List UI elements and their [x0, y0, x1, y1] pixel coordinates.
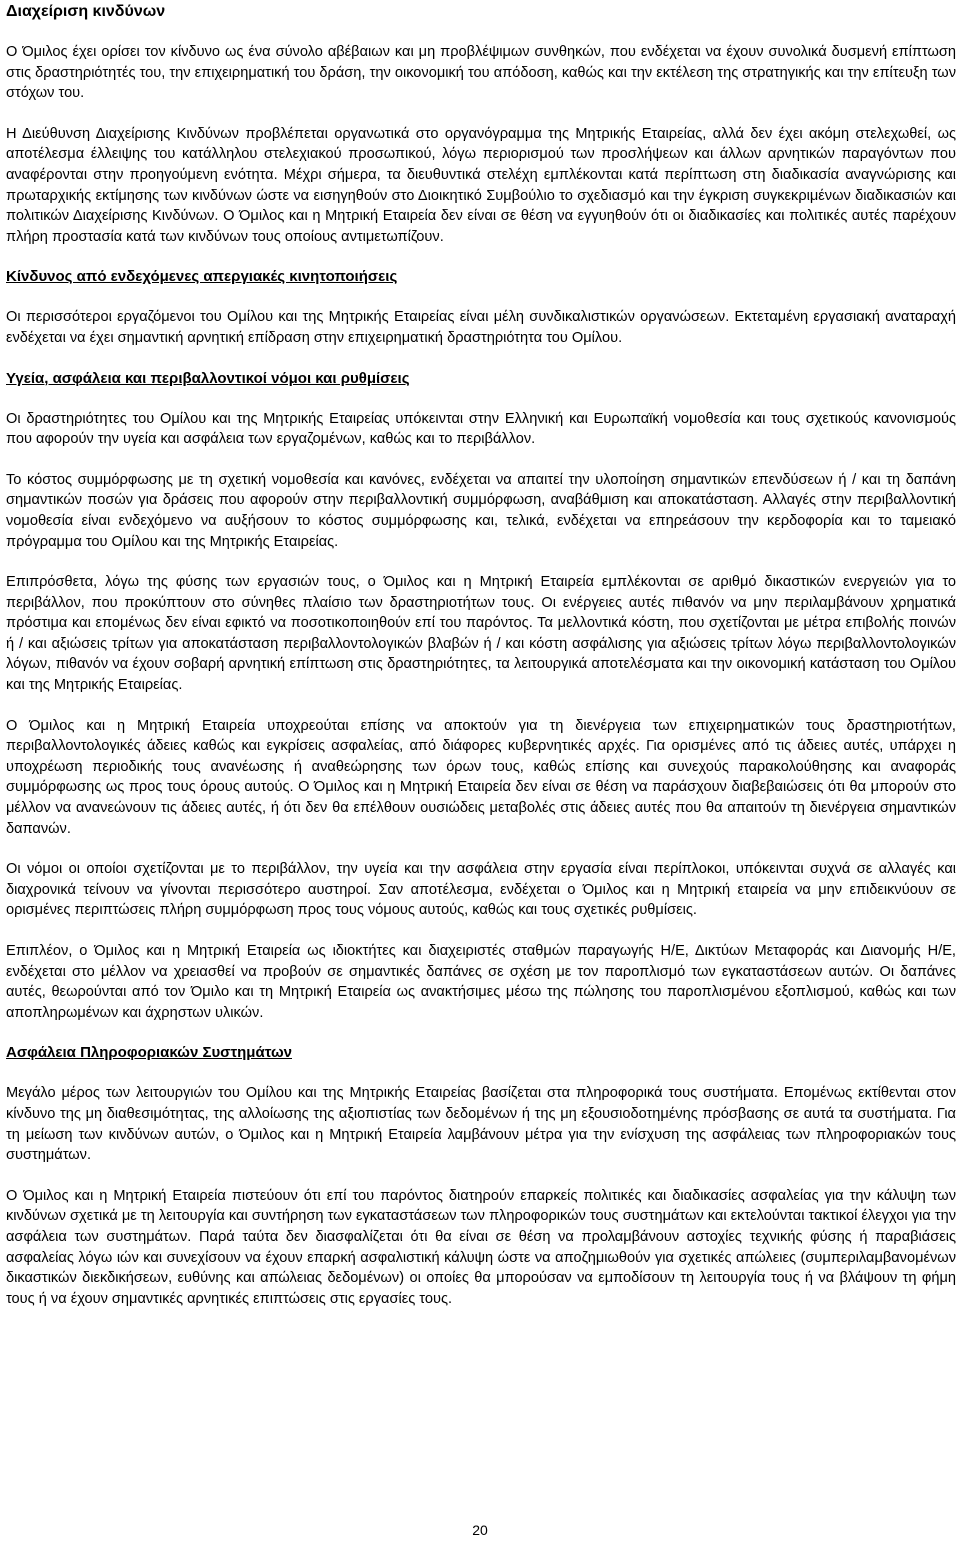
- health-paragraph: Οι δραστηριότητες του Ομίλου και της Μητρικής Εταιρείας υπόκεινται στην Ελληνική και Ευρωπαϊκή νομοθεσία και τους σχετικούς κανονισμούς που αφορούν την υγεία και ασφάλεια των εργαζομένων, καθώς και το περιβάλλον.: [6, 410, 956, 448]
- spacer: [6, 349, 956, 369]
- spacer: [6, 388, 956, 409]
- spacer: [6, 839, 956, 859]
- spacer: [6, 104, 956, 124]
- spacer: [6, 1023, 956, 1043]
- spacer: [6, 921, 956, 941]
- spacer: [6, 21, 956, 42]
- strikes-paragraph: Οι περισσότεροι εργαζόμενοι του Ομίλου και της Μητρικής Εταιρείας είναι μέλη συνδικαλιστικών οργανώσεων. Εκτεταμένη εργασιακή αναταραχή ενδέχεται να έχει σημαντική αρνητική επίδραση στην επιχειρηματική δραστηριότητα του Ομίλου.: [6, 309, 956, 346]
- strikes-heading: Κίνδυνος από ενδεχόμενες απεργιακές κινητοποιήσεις: [6, 268, 398, 286]
- section-title: Διαχείριση κινδύνων: [6, 3, 166, 20]
- it-security-heading: Ασφάλεια Πληροφοριακών Συστημάτων: [6, 1044, 292, 1062]
- it-security-paragraph: Μεγάλο μέρος των λειτουργιών του Ομίλου και της Μητρικής Εταιρείας βασίζεται στα πληροφορικά τους συστήματα. Επομένως εκτίθενται στον κίνδυνο της μη διαθεσιμότητας, της αλλοίωσης της αξιοπιστίας των δεδομένων ή της μη εξουσιοδοτημένης πρόσβασης σε αυτά τα συστήματα. Για τη μείωση των κινδύνων αυτών, ο Όμιλος και η Μητρική Εταιρεία λαμβάνουν μέτρα για την ενίσχυση της ασφάλειας των πληροφοριακών τους συστημάτων.: [6, 1085, 956, 1164]
- spacer: [6, 696, 956, 716]
- spacer: [6, 286, 956, 307]
- spacer: [6, 247, 956, 267]
- health-paragraph: Το κόστος συμμόρφωσης με τη σχετική νομοθεσία και κανόνες, ενδέχεται να απαιτεί την υλοποίηση σημαντικών επενδύσεων ή / και τη δαπάνη σημαντικών ποσών για δράσεις που αφορούν στην περιβαλλοντική συμμόρφωση, αναβάθμιση και αποκατάσταση. Αλλαγές στην περιβαλλοντική νομοθεσία είναι ενδεχόμενο να αυξήσουν το κόστος συμμόρφωσης και, τελικά, ενδέχεται να επηρεάσουν την κερδοφορία και το ταμειακό πρόγραμμα του Ομίλου και της Μητρικής Εταιρείας.: [6, 471, 956, 550]
- spacer: [6, 552, 956, 572]
- spacer: [6, 450, 956, 470]
- page-number: 20: [472, 1522, 488, 1538]
- risk-management-paragraph: Η Διεύθυνση Διαχείρισης Κινδύνων προβλέπεται οργανωτικά στο οργανόγραμμα της Μητρικής Εταιρείας, αλλά δεν έχει ακόμη στελεχωθεί, ως αποτέλεσμα έλλειψης του κατάλληλου στελεχιακού προσωπικού, λόγω περιορισμού των προσλήψεων και άλλων αρνητικών παραγόντων που αναφέρονται στην προηγούμενη ενότητα. Μέχρι σήμερα, τα διευθυντικά στελέχη εμπλέκονται κατά περίπτωση στη διαδικασία αναγνώρισης και πρωταρχικής εκτίμησης των κινδύνων ώστε να εισηγηθούν στο Διοικητικό Συμβούλιο το σχεδιασμό και την έγκριση συγκεκριμένων διαδικασιών και πολιτικών Διαχείρισης Κινδύνων. Ο Όμιλος και η Μητρική Εταιρεία δεν είναι σε θέση να εγγυηθούν ότι οι διαδικασίες και πολιτικές αυτές παρέχουν πλήρη προστασία κατά των κινδύνων τους οποίους αντιμετωπίζουν.: [6, 125, 956, 245]
- it-security-paragraph: Ο Όμιλος και η Μητρική Εταιρεία πιστεύουν ότι επί του παρόντος διατηρούν επαρκείς πολιτικές και διαδικασίες ασφαλείας για την κάλυψη των κινδύνων σχετικά με τη λειτουργία και συντήρηση των εγκαταστάσεων των πληροφορικών τους συστημάτων και εκτελούνται τακτικοί έλεγχοι για την ασφάλεια των συστημάτων. Παρά ταύτα δεν διασφαλίζεται ότι θα είναι σε θέση να προλαμβάνουν αστοχίες τεχνικής φύσης ή παραβιάσεις ασφαλείας λόγω ιών και συνεχίσουν να έχουν επαρκή ασφαλιστική κάλυψη ώστε να αποζημιωθούν για σχετικές απώλειες (συμπεριλαμβανομένων δικαστικών διεκδικήσεων, ευθύνης και απώλειας δεδομένων) οι οποίες θα μπορούσαν να εμποδίσουν τη λειτουργία τους ή να βλάψουν τη φήμη τους ή να έχουν σημαντικές αρνητικές επιπτώσεις στις εργασίες τους.: [6, 1187, 956, 1307]
- health-paragraph: Επιπλέον, ο Όμιλος και η Μητρική Εταιρεία ως ιδιοκτήτες και διαχειριστές σταθμών παραγωγής Η/Ε, Δικτύων Μεταφοράς και Διανομής Η/Ε, ενδέχεται στο μέλλον να χρειασθεί να προβούν σε σημαντικές δαπάνες σε σχέση με τον παροπλισμό των εγκαταστάσεων αυτών. Οι δαπάνες αυτές, θεωρούνται από τον Όμιλο και τη Μητρική Εταιρεία ως ανακτήσιμες μέσω της πώλησης του παροπλισμένου εξοπλισμού, καθώς και των αποπληρωμένων και άχρηστων υλικών.: [6, 943, 956, 1021]
- health-paragraph: Οι νόμοι οι οποίοι σχετίζονται με το περιβάλλον, την υγεία και την ασφάλεια στην εργασία είναι περίπλοκοι, υπόκεινται συχνά σε αλλαγές και διαχρονικά τείνουν να γίνονται περισσότερο αυστηροί. Σαν αποτέλεσμα, ενδέχεται ο Όμιλος και η Μητρική εταιρεία να μην επιδεικνύουν σε ορισμένες περιπτώσεις πλήρη συμμόρφωση προς τους νόμους αυτούς, καθώς και τους σχετικές ρυθμίσεις.: [6, 861, 956, 919]
- health-safety-heading: Υγεία, ασφάλεια και περιβαλλοντικοί νόμοι και ρυθμίσεις: [6, 369, 410, 387]
- spacer: [6, 1062, 956, 1083]
- health-paragraph: Ο Όμιλος και η Μητρική Εταιρεία υποχρεούται επίσης να αποκτούν για τη διενέργεια των επιχειρηματικών τους δραστηριοτήτων, περιβαλλοντολογικές άδειες καθώς και εγκρίσεις ασφαλείας, από διάφορες κυβερνητικές αρχές. Για ορισμένες από τις άδειες αυτές, υπάρχει η υποχρέωση περιοδικής τους ανανέωσης ή αναθεώρησης των όρων τους, καθώς επίσης και συνεχούς παρακολούθησης και αναφοράς συμμόρφωσης ως προς τους όρους αυτούς. Ο Όμιλος και η Μητρική Εταιρεία δεν είναι σε θέση να παράσχουν διαβεβαιώσεις ότι θα μπορούν στο μέλλον να ανανεώνουν τις άδειες αυτές, ή ότι δεν θα επέλθουν ουσιώδεις μεταβολές στις άδειες αυτές που θα απαιτούν τη διενέργεια σημαντικών δαπανών.: [6, 717, 956, 837]
- document-page: [6, 0, 956, 1309]
- spacer: [6, 1166, 956, 1186]
- intro-paragraph: Ο Όμιλος έχει ορίσει τον κίνδυνο ως ένα σύνολο αβέβαιων και μη προβλέψιμων συνθηκών, που ενδέχεται να έχουν συνολικά δυσμενή επίπτωση στις δραστηριότητές του, την επιχειρηματική του δράση, την οικονομική του απόδοση, καθώς και την εκτέλεση της στρατηγικής και την επίτευξη των στόχων του.: [6, 44, 956, 102]
- health-paragraph: Επιπρόσθετα, λόγω της φύσης των εργασιών τους, ο Όμιλος και η Μητρική Εταιρεία εμπλέκονται σε αριθμό δικαστικών ενεργειών για το περιβάλλον, που προκύπτουν στο σύνηθες πλαίσιο των δραστηριοτήτων τους. Οι ενέργειες αυτές πιθανόν να μην περιλαμβάνουν χρηματικά πρόστιμα και επομένως δεν είναι εφικτό να ποσοτικοποιηθούν επί του παρόντος. Τα μελλοντικά κόστη, που σχετίζονται με μέτρα επιβολής ποινών ή / και αξιώσεις τρίτων για αποκατάσταση περιβαλλοντολογικών βλαβών ή / και κόστη ασφάλισης για αξιώσεις τρίτων λόγω περιβαλλοντολογικών λόγων, πιθανόν να έχουν σοβαρή αρνητική επίπτωση στις δραστηριότητες, τα λειτουργικά αποτελέσματα και την οικονομική κατάσταση του Ομίλου και της Μητρικής Εταιρείας.: [6, 574, 956, 694]
